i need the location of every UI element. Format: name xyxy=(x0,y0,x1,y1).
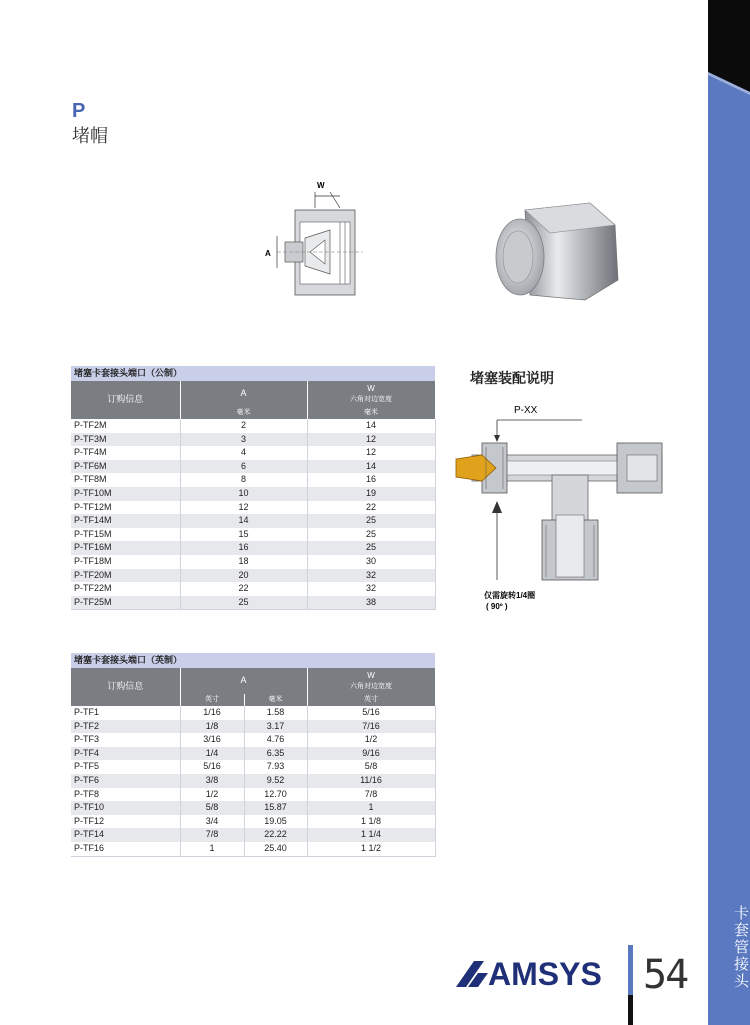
table-cell: P-TF4 xyxy=(71,747,180,761)
table-cell: P-TF25M xyxy=(71,596,180,610)
table-cell: 3/4 xyxy=(180,815,244,829)
table-row xyxy=(71,706,435,720)
section-label: 卡套管接头 xyxy=(732,905,749,990)
table-cell: P-TF14M xyxy=(71,514,180,528)
part-label: P-XX xyxy=(514,405,538,416)
table-cell: P-TF2 xyxy=(71,720,180,734)
table-cell: 22.22 xyxy=(244,828,307,842)
table-cell: 19.05 xyxy=(244,815,307,829)
table-cell: 1 1/8 xyxy=(307,815,435,829)
table-row xyxy=(71,501,435,515)
table-cell: 5/16 xyxy=(307,706,435,720)
table-cell: 12 xyxy=(307,446,435,460)
metric-unit-a: 毫米 xyxy=(180,407,307,419)
table-cell: P-TF16 xyxy=(71,842,180,856)
metric-table xyxy=(71,366,436,610)
table-cell: 22 xyxy=(307,501,435,515)
table-row xyxy=(71,487,435,501)
table-cell: 9/16 xyxy=(307,747,435,761)
table-cell: 11/16 xyxy=(307,774,435,788)
metric-col-order: 订购信息 xyxy=(71,381,180,419)
table-row xyxy=(71,555,435,569)
table-cell: P-TF2M xyxy=(71,419,180,433)
footer-divider xyxy=(628,945,633,1025)
page-number: 54 xyxy=(643,952,688,998)
table-cell: 15 xyxy=(180,528,307,542)
table-cell: 16 xyxy=(307,473,435,487)
table-row xyxy=(71,774,435,788)
table-cell: 1/2 xyxy=(180,788,244,802)
table-cell: 20 xyxy=(180,569,307,583)
table-row xyxy=(71,541,435,555)
rotation-note-line1: 仅需旋转1/4圈 xyxy=(484,591,536,600)
table-cell: 18 xyxy=(180,555,307,569)
brand-name: AMSYS xyxy=(488,956,602,992)
table-cell: 1 xyxy=(180,842,244,856)
imperial-col-w: W 六角对边宽度 xyxy=(307,668,435,694)
imperial-col-w-sub: 六角对边宽度 xyxy=(350,682,392,690)
table-row xyxy=(71,760,435,774)
amsys-logo xyxy=(454,955,619,991)
table-cell: P-TF3 xyxy=(71,733,180,747)
table-cell: 16 xyxy=(180,541,307,555)
table-cell: 5/8 xyxy=(307,760,435,774)
table-row xyxy=(71,433,435,447)
table-cell: 12 xyxy=(307,433,435,447)
table-cell: 1 xyxy=(307,801,435,815)
table-row xyxy=(71,569,435,583)
table-row xyxy=(71,747,435,761)
table-cell: 5/16 xyxy=(180,760,244,774)
table-cell: 1 1/2 xyxy=(307,842,435,856)
table-row xyxy=(71,720,435,734)
table-cell: 25 xyxy=(180,596,307,610)
table-cell: 7.93 xyxy=(244,760,307,774)
table-cell: P-TF15M xyxy=(71,528,180,542)
table-cell: 14 xyxy=(180,514,307,528)
table-cell: 14 xyxy=(307,460,435,474)
table-cell: 3.17 xyxy=(244,720,307,734)
table-cell: P-TF3M xyxy=(71,433,180,447)
table-cell: P-TF5 xyxy=(71,760,180,774)
table-cell: 3/16 xyxy=(180,733,244,747)
imperial-table-caption: 堵塞卡套接头端口（英制） xyxy=(71,653,435,668)
table-cell: P-TF12 xyxy=(71,815,180,829)
table-cell: 6 xyxy=(180,460,307,474)
table-cell: 38 xyxy=(307,596,435,610)
table-cell: 25.40 xyxy=(244,842,307,856)
table-row xyxy=(71,801,435,815)
table-row xyxy=(71,828,435,842)
imperial-col-order: 订购信息 xyxy=(71,668,180,706)
side-band-wedge xyxy=(708,72,750,112)
table-cell: 15.87 xyxy=(244,801,307,815)
table-cell: P-TF4M xyxy=(71,446,180,460)
table-cell: P-TF22M xyxy=(71,582,180,596)
imperial-unit-w: 英寸 xyxy=(307,694,435,706)
table-row xyxy=(71,842,435,856)
metric-table-caption: 堵塞卡套接头端口（公制） xyxy=(71,366,435,381)
w-dimension-label: W xyxy=(317,181,325,190)
rotation-note-line2: ( 90º ) xyxy=(486,602,508,611)
cap-section-drawing xyxy=(255,180,375,305)
table-cell: 32 xyxy=(307,582,435,596)
table-cell: 5/8 xyxy=(180,801,244,815)
side-band xyxy=(708,95,750,1025)
table-cell: 1.58 xyxy=(244,706,307,720)
table-cell: 4.76 xyxy=(244,733,307,747)
table-cell: P-TF8 xyxy=(71,788,180,802)
table-cell: 19 xyxy=(307,487,435,501)
table-row xyxy=(71,460,435,474)
table-cell: P-TF20M xyxy=(71,569,180,583)
product-code: P xyxy=(72,100,86,122)
metric-col-w: W 六角对边宽度 xyxy=(307,381,435,407)
table-row xyxy=(71,788,435,802)
table-cell: 7/8 xyxy=(180,828,244,842)
table-cell: 22 xyxy=(180,582,307,596)
imperial-unit-a-in: 英寸 xyxy=(180,694,244,706)
table-cell: 9.52 xyxy=(244,774,307,788)
table-cell: P-TF10M xyxy=(71,487,180,501)
table-row xyxy=(71,596,435,610)
table-cell: P-TF6M xyxy=(71,460,180,474)
table-cell: 1/2 xyxy=(307,733,435,747)
imperial-unit-a-mm: 毫米 xyxy=(244,694,307,706)
table-cell: 12.70 xyxy=(244,788,307,802)
table-cell: 1 1/4 xyxy=(307,828,435,842)
table-cell: 14 xyxy=(307,419,435,433)
a-dimension-label: A xyxy=(265,249,271,258)
table-cell: 30 xyxy=(307,555,435,569)
table-row xyxy=(71,528,435,542)
table-cell: 3/8 xyxy=(180,774,244,788)
table-cell: 10 xyxy=(180,487,307,501)
table-cell: 1/8 xyxy=(180,720,244,734)
table-cell: 1/4 xyxy=(180,747,244,761)
table-cell: 4 xyxy=(180,446,307,460)
table-cell: 25 xyxy=(307,528,435,542)
metric-col-w-sub: 六角对边宽度 xyxy=(350,395,392,403)
product-name: 堵帽 xyxy=(72,126,108,146)
table-cell: P-TF8M xyxy=(71,473,180,487)
table-cell: 7/16 xyxy=(307,720,435,734)
table-cell: P-TF10 xyxy=(71,801,180,815)
table-row xyxy=(71,514,435,528)
table-cell: P-TF6 xyxy=(71,774,180,788)
cap-product-photo xyxy=(490,195,630,310)
table-row xyxy=(71,582,435,596)
amsys-logo-icon xyxy=(454,959,488,989)
table-cell: 25 xyxy=(307,514,435,528)
table-row xyxy=(71,815,435,829)
table-cell: 8 xyxy=(180,473,307,487)
table-cell: P-TF14 xyxy=(71,828,180,842)
table-row xyxy=(71,733,435,747)
table-cell: 2 xyxy=(180,419,307,433)
table-cell: 7/8 xyxy=(307,788,435,802)
imperial-col-a: A xyxy=(180,668,307,694)
table-cell: P-TF12M xyxy=(71,501,180,515)
table-row xyxy=(71,473,435,487)
table-cell: 1/16 xyxy=(180,706,244,720)
table-cell: P-TF16M xyxy=(71,541,180,555)
imperial-table xyxy=(71,653,436,857)
table-cell: 12 xyxy=(180,501,307,515)
table-cell: 25 xyxy=(307,541,435,555)
table-cell: P-TF1 xyxy=(71,706,180,720)
table-row xyxy=(71,419,435,433)
assembly-diagram xyxy=(452,395,702,620)
table-cell: P-TF18M xyxy=(71,555,180,569)
assembly-title: 堵塞装配说明 xyxy=(470,370,554,386)
metric-unit-w: 毫米 xyxy=(307,407,435,419)
table-cell: 6.35 xyxy=(244,747,307,761)
table-cell: 32 xyxy=(307,569,435,583)
table-row xyxy=(71,446,435,460)
table-cell: 3 xyxy=(180,433,307,447)
metric-col-a: A xyxy=(180,381,307,407)
